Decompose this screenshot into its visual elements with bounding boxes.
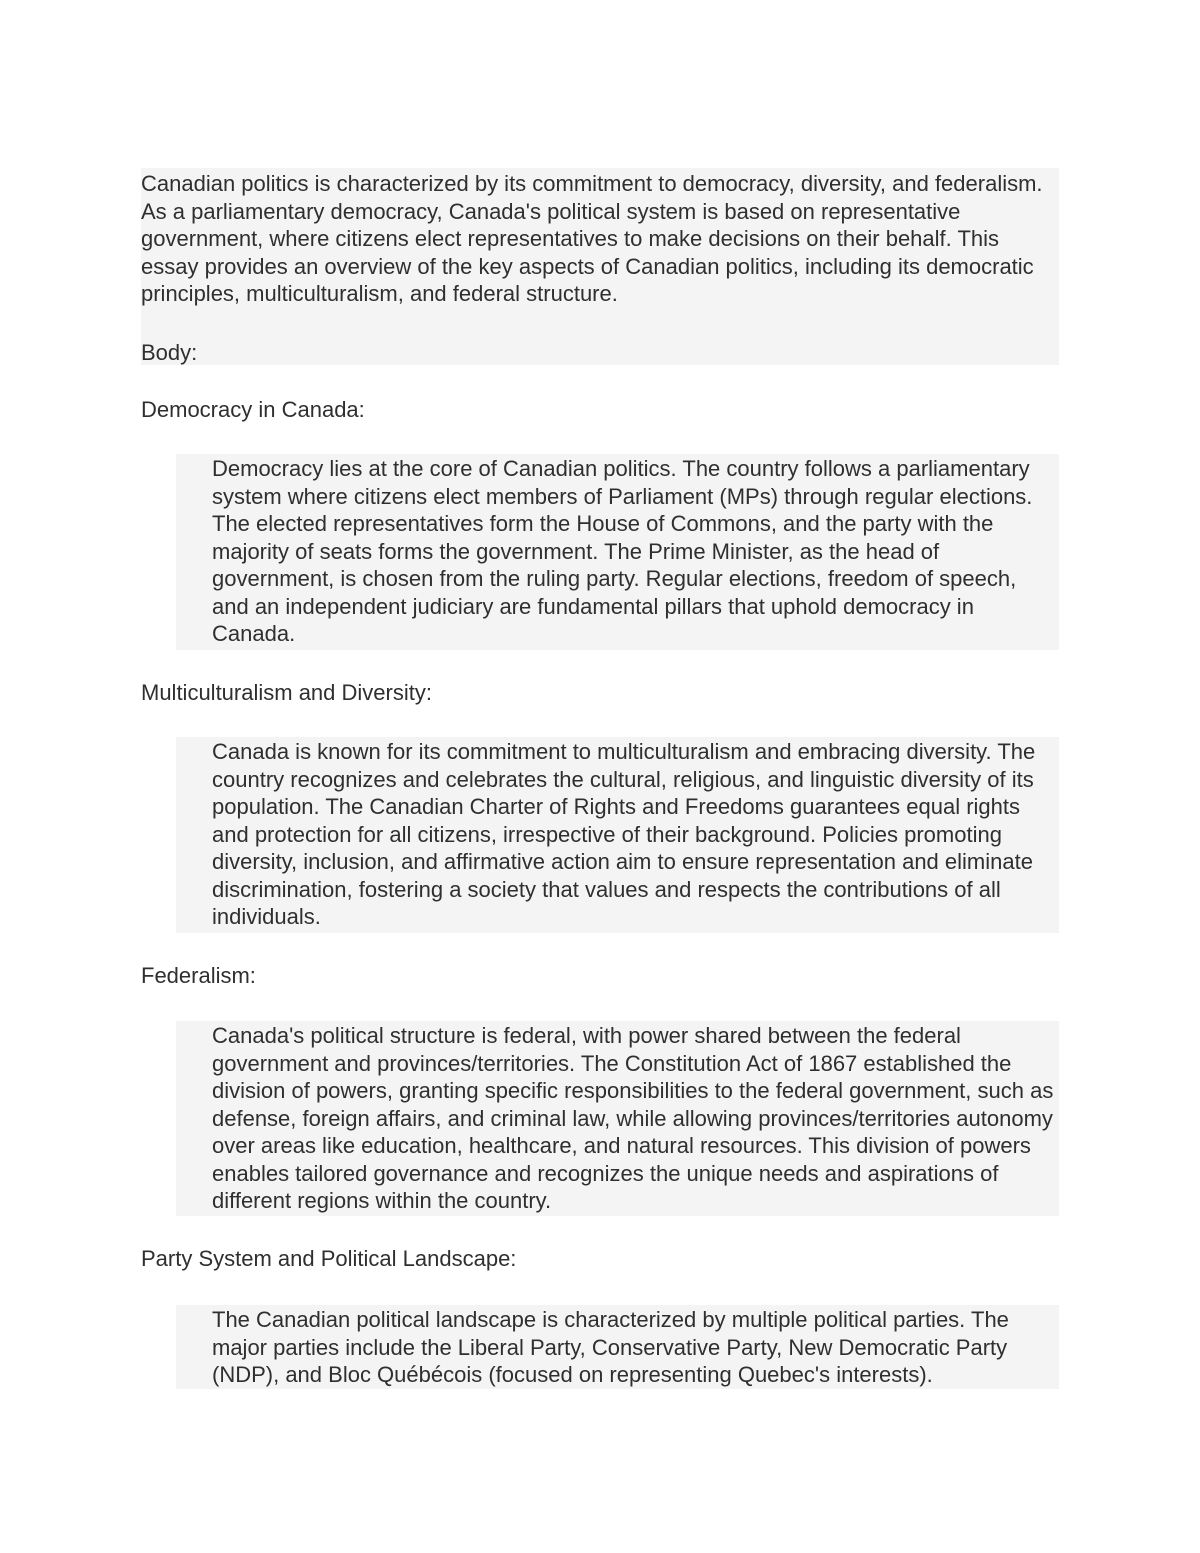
section-heading-party-system: Party System and Political Landscape: (141, 1246, 517, 1271)
section-heading-federalism: Federalism: (141, 963, 256, 988)
section-text-democracy: Democracy lies at the core of Canadian politics. The country follows a parliamentary system where citizens elect members of Parliament (MPs) through regular elections. The elected representatives form the House of Commons, and the party with the majority of seats forms the government. The Prime Minister, as the head of government, is chosen from the ruling party. Regular elections, freedom of speech, and an independent judiciary are fundamental pillars that uphold democracy in Canada. (212, 456, 1033, 646)
intro-paragraph: Canadian politics is characterized by its commitment to democracy, diversity, and federalism. As a parliamentary democracy, Canada's political system is based on representative government, where citizens elect representatives to make decisions on their behalf. This essay provides an overview of the key aspects of Canadian politics, including its democratic principles, multiculturalism, and federal structure. (141, 171, 1043, 306)
body-label: Body: (141, 340, 198, 365)
section-text-federalism: Canada's political structure is federal, with power shared between the federal government and provinces/territories. The Constitution Act of 1867 established the division of powers, granting specific responsibilities to the federal government, such as defense, foreign affairs, and criminal law, while allowing provinces/territories autonomy over areas like education, healthcare, and natural resources. This division of powers enables tailored governance and recognizes the unique needs and aspirations of different regions within the country. (212, 1023, 1054, 1213)
section-heading-democracy: Democracy in Canada: (141, 397, 365, 422)
section-text-party-system: The Canadian political landscape is characterized by multiple political parties. The major parties include the Liberal Party, Conservative Party, New Democratic Party (NDP), and Bloc Québécois (focused on representing Quebec's interests). (212, 1307, 1009, 1387)
section-heading-multiculturalism: Multiculturalism and Diversity: (141, 680, 432, 705)
section-text-multiculturalism: Canada is known for its commitment to multiculturalism and embracing diversity. The country recognizes and celebrates the cultural, religious, and linguistic diversity of its population. The Canadian Charter of Rights and Freedoms guarantees equal rights and protection for all citizens, irrespective of their background. Policies promoting diversity, inclusion, and affirmative action aim to ensure representation and eliminate discrimination, fostering a society that values and respects the contributions of all individuals. (212, 739, 1036, 929)
